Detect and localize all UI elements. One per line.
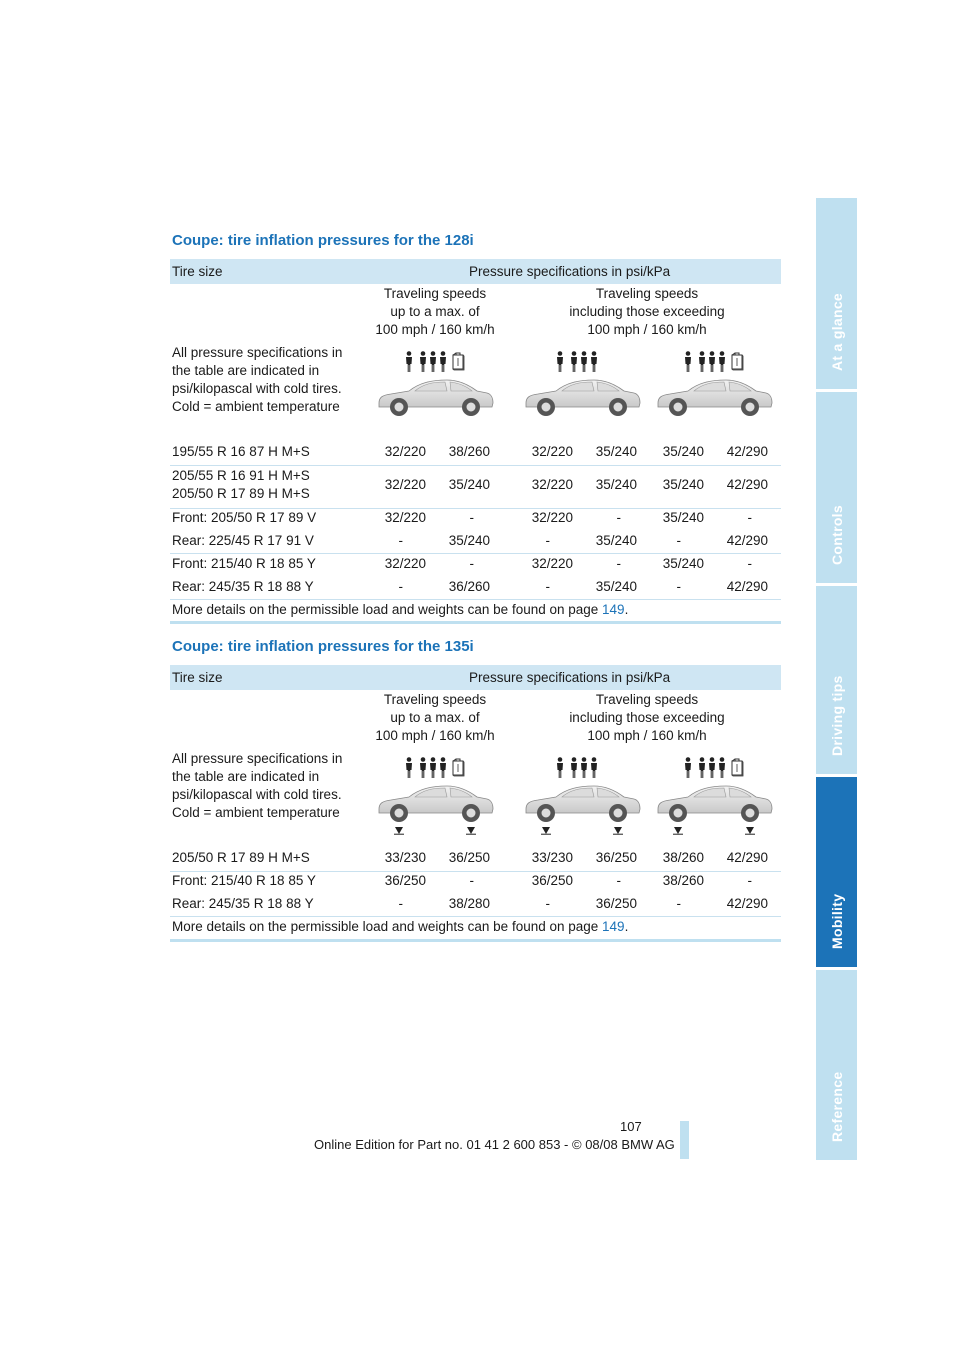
- footnote-text: More details on the permissible load and weights can be found on page: [172, 919, 603, 934]
- person-icon: [591, 757, 597, 778]
- car-icon: [658, 786, 772, 822]
- tire-size-cell: 195/55 R 16 87 H M+S: [172, 444, 310, 459]
- online-edition-note: Online Edition for Part no. 01 41 2 600 853 - © 08/08 BMW AG: [314, 1137, 675, 1152]
- tire-size-cell: Rear: 245/35 R 18 88 Y: [172, 896, 314, 911]
- pressure-cell: 36/250: [531, 873, 573, 888]
- person-icon: [581, 351, 587, 372]
- pressure-cell: -: [616, 873, 621, 888]
- pressure-cell: -: [398, 533, 403, 548]
- footnote-end: .: [624, 919, 629, 934]
- arrow-icon: [541, 827, 551, 834]
- pressure-cell: 36/260: [448, 579, 490, 594]
- load-diagram-low-load: [375, 351, 495, 423]
- arrow-icon: [613, 827, 623, 834]
- footnote-text: More details on the permissible load and weights can be found on page: [172, 602, 603, 617]
- side-navigation: [816, 198, 857, 1160]
- person-icon: [685, 757, 691, 778]
- speed-line: 100 mph / 160 km/h: [587, 728, 707, 743]
- tire-size-cell: 205/50 R 17 89 H M+S: [172, 850, 310, 865]
- person-icon: [571, 351, 577, 372]
- speed-line: Traveling speeds: [383, 286, 487, 301]
- luggage-icon: [453, 353, 464, 370]
- pressure-cell: -: [469, 510, 474, 525]
- pressure-cell: 35/240: [662, 510, 704, 525]
- tire-size-cell: 205/50 R 17 89 H M+S: [172, 486, 310, 501]
- pressure-cell: 35/240: [662, 477, 704, 492]
- pressure-cell: 32/220: [384, 444, 426, 459]
- tab-driving-tips[interactable]: [816, 586, 857, 774]
- cold-tires-note: All pressure specifications in the table are indicated in psi/kilopascal with cold tires. Cold = ambient temperature: [172, 751, 343, 820]
- pressure-cell: 42/290: [726, 850, 768, 865]
- table-row: [170, 442, 781, 466]
- table-row: [170, 872, 781, 894]
- pressure-cell: 35/240: [595, 579, 637, 594]
- load-diagram-high-speed-full-load: [654, 757, 774, 839]
- pressure-cell: -: [616, 510, 621, 525]
- table-header: [170, 259, 781, 284]
- pressure-cell: -: [545, 579, 550, 594]
- person-icon: [406, 351, 412, 372]
- table-row: [170, 577, 781, 600]
- pressure-cell: 35/240: [595, 477, 637, 492]
- speed-line: Traveling speeds: [595, 286, 699, 301]
- table-footnote: [172, 602, 628, 617]
- pressure-cell: 32/220: [531, 556, 573, 571]
- pressure-cell: 35/240: [662, 556, 704, 571]
- pressure-cell: -: [676, 533, 681, 548]
- col-tire-size: Tire size: [172, 264, 223, 279]
- speed-low-heading: [360, 285, 510, 339]
- table-row: [170, 509, 781, 531]
- person-icon: [440, 757, 446, 778]
- person-icon: [571, 757, 577, 778]
- pressure-cell: 38/280: [448, 896, 490, 911]
- table-row: [170, 555, 781, 577]
- table-row: [170, 848, 781, 872]
- tab-at-a-glance[interactable]: [816, 198, 857, 389]
- speed-line: up to a max. of: [390, 710, 480, 725]
- pressure-cell: 35/240: [662, 444, 704, 459]
- load-diagram-high-speed-low-load: [522, 351, 642, 423]
- person-icon: [557, 757, 563, 778]
- pressure-cell: -: [747, 510, 752, 525]
- pressure-cell: 35/240: [448, 477, 490, 492]
- person-icon: [591, 351, 597, 372]
- person-icon: [420, 757, 426, 778]
- person-icon: [719, 757, 725, 778]
- speed-line: including those exceeding: [569, 304, 725, 319]
- tab-label: Reference: [828, 1071, 845, 1142]
- speed-line: including those exceeding: [569, 710, 725, 725]
- col-pressure: Pressure specifications in psi/kPa: [469, 264, 671, 279]
- section-title-135i: Coupe: tire inflation pressures for the 135i: [172, 638, 474, 655]
- car-icon: [379, 380, 493, 416]
- speed-high-heading: [552, 285, 742, 339]
- person-icon: [699, 351, 705, 372]
- speed-line: 100 mph / 160 km/h: [375, 728, 495, 743]
- person-icon: [430, 757, 436, 778]
- person-icon: [709, 757, 715, 778]
- pressure-cell: 32/220: [384, 556, 426, 571]
- tire-size-cell: Rear: 225/45 R 17 91 V: [172, 533, 314, 548]
- page-number: 107: [620, 1119, 642, 1134]
- cold-tires-note: All pressure specifications in the table are indicated in psi/kilopascal with cold tires. Cold = ambient temperature: [172, 345, 343, 414]
- tab-controls[interactable]: [816, 392, 857, 583]
- pressure-cell: -: [747, 873, 752, 888]
- table-footnote: [172, 919, 628, 934]
- table-row: [170, 466, 781, 509]
- person-icon: [685, 351, 691, 372]
- pressure-cell: 32/220: [531, 510, 573, 525]
- pressure-cell: 33/230: [384, 850, 426, 865]
- table-row: [170, 531, 781, 554]
- pressure-cell: 42/290: [726, 896, 768, 911]
- pressure-cell: -: [747, 556, 752, 571]
- pressure-cell: 38/260: [448, 444, 490, 459]
- table-end-rule: [170, 621, 781, 624]
- pressure-cell: 36/250: [595, 896, 637, 911]
- arrow-icon: [673, 827, 683, 834]
- table-end-rule: [170, 939, 781, 942]
- car-icon: [658, 380, 772, 416]
- car-icon: [526, 786, 640, 822]
- pressure-cell: 32/220: [531, 477, 573, 492]
- tab-label: Mobility: [828, 893, 845, 949]
- car-icon: [379, 786, 493, 822]
- tire-size-cell: Front: 215/40 R 18 85 Y: [172, 873, 316, 888]
- person-icon: [430, 351, 436, 372]
- footnote-end: .: [624, 602, 629, 617]
- table-header: [170, 665, 781, 690]
- pressure-cell: 42/290: [726, 477, 768, 492]
- pressure-cell: -: [545, 533, 550, 548]
- page-link[interactable]: 149: [602, 602, 625, 617]
- speed-low-heading: [360, 691, 510, 745]
- pressure-cell: 33/230: [531, 850, 573, 865]
- person-icon: [557, 351, 563, 372]
- pressure-cell: 38/260: [662, 873, 704, 888]
- speed-line: 100 mph / 160 km/h: [375, 322, 495, 337]
- table-row: [170, 894, 781, 917]
- pressure-cell: -: [398, 896, 403, 911]
- tire-size-cell: 205/55 R 16 91 H M+S: [172, 468, 310, 483]
- tire-pressure-table-135i: [170, 665, 781, 950]
- car-icon: [526, 380, 640, 416]
- pressure-cell: 36/250: [448, 850, 490, 865]
- load-diagram-high-speed-low-load: [522, 757, 642, 839]
- person-icon: [709, 351, 715, 372]
- tab-label: At a glance: [828, 293, 845, 371]
- tab-reference[interactable]: [816, 970, 857, 1160]
- person-icon: [440, 351, 446, 372]
- pressure-cell: 35/240: [595, 444, 637, 459]
- load-diagram-high-speed-full-load: [654, 351, 774, 423]
- luggage-icon: [453, 759, 464, 776]
- person-icon: [406, 757, 412, 778]
- tire-size-cell: Rear: 245/35 R 18 88 Y: [172, 579, 314, 594]
- pressure-cell: -: [398, 579, 403, 594]
- speed-line: Traveling speeds: [383, 692, 487, 707]
- page-marker: [680, 1121, 689, 1159]
- pressure-cell: 32/220: [384, 510, 426, 525]
- arrow-icon: [466, 827, 476, 834]
- pressure-cell: 32/220: [531, 444, 573, 459]
- pressure-cell: -: [676, 579, 681, 594]
- pressure-cell: 36/250: [384, 873, 426, 888]
- arrow-icon: [745, 827, 755, 834]
- tire-size-cell: Front: 215/40 R 18 85 Y: [172, 556, 316, 571]
- luggage-icon: [732, 759, 743, 776]
- person-icon: [699, 757, 705, 778]
- person-icon: [420, 351, 426, 372]
- speed-line: up to a max. of: [390, 304, 480, 319]
- tab-label: Driving tips: [828, 675, 845, 756]
- pressure-cell: 35/240: [595, 533, 637, 548]
- pressure-cell: 42/290: [726, 579, 768, 594]
- pressure-cell: -: [469, 873, 474, 888]
- tire-pressure-table-128i: [170, 259, 781, 629]
- tire-size-cell: Front: 205/50 R 17 89 V: [172, 510, 317, 525]
- pressure-cell: 42/290: [726, 444, 768, 459]
- pressure-cell: 38/260: [662, 850, 704, 865]
- speed-line: 100 mph / 160 km/h: [587, 322, 707, 337]
- page-link[interactable]: 149: [602, 919, 625, 934]
- pressure-cell: 32/220: [384, 477, 426, 492]
- pressure-cell: 36/250: [595, 850, 637, 865]
- section-title-128i: Coupe: tire inflation pressures for the 128i: [172, 232, 474, 249]
- luggage-icon: [732, 353, 743, 370]
- speed-line: Traveling speeds: [595, 692, 699, 707]
- pressure-cell: -: [616, 556, 621, 571]
- tab-mobility[interactable]: [816, 777, 857, 967]
- pressure-cell: -: [545, 896, 550, 911]
- load-diagram-low-load: [375, 757, 495, 839]
- pressure-cell: 42/290: [726, 533, 768, 548]
- col-pressure: Pressure specifications in psi/kPa: [469, 670, 671, 685]
- pressure-cell: 35/240: [448, 533, 490, 548]
- arrow-icon: [394, 827, 404, 834]
- tab-label: Controls: [828, 505, 845, 565]
- pressure-cell: -: [469, 556, 474, 571]
- person-icon: [581, 757, 587, 778]
- pressure-cell: -: [676, 896, 681, 911]
- col-tire-size: Tire size: [172, 670, 223, 685]
- person-icon: [719, 351, 725, 372]
- speed-high-heading: [552, 691, 742, 745]
